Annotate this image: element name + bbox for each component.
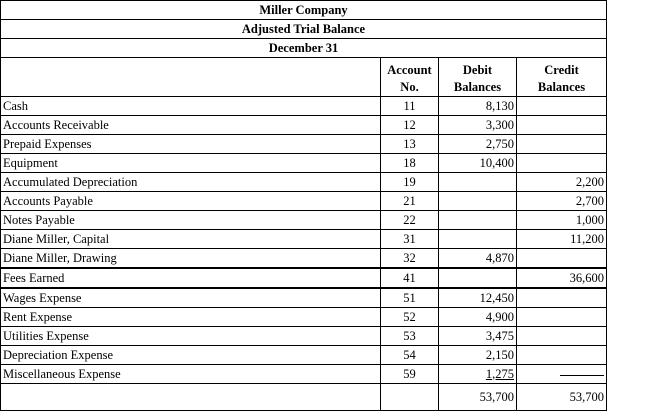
- credit-balance: [517, 365, 607, 384]
- table-row: [1, 288, 607, 308]
- debit-balance: 12,450: [439, 288, 517, 308]
- debit-balance: 8,130: [439, 97, 517, 116]
- account-no-header: [381, 58, 439, 97]
- table-row: [1, 135, 607, 154]
- table-row: [1, 346, 607, 365]
- company-name: Miller Company: [1, 1, 607, 20]
- account-name: Rent Expense: [1, 308, 381, 327]
- table-row: [1, 268, 607, 288]
- table-row: [1, 211, 607, 230]
- credit-balance: [517, 97, 607, 116]
- account-name: Diane Miller, Drawing: [1, 249, 381, 269]
- account-number: 53: [381, 327, 439, 346]
- account-name: Diane Miller, Capital: [1, 230, 381, 249]
- credit-balance: [517, 308, 607, 327]
- account-number: 11: [381, 97, 439, 116]
- account-name: Miscellaneous Expense: [1, 365, 381, 384]
- table-row: [1, 154, 607, 173]
- table-row: [1, 327, 607, 346]
- account-name: Fees Earned: [1, 268, 381, 288]
- account-name: Accounts Payable: [1, 192, 381, 211]
- account-name: Equipment: [1, 154, 381, 173]
- debit-balance: [439, 365, 517, 384]
- account-name-header: [1, 58, 381, 97]
- account-number: 22: [381, 211, 439, 230]
- statement-title: Adjusted Trial Balance: [1, 20, 607, 39]
- table-row: [1, 230, 607, 249]
- account-name: Cash: [1, 97, 381, 116]
- debit-balance: 4,870: [439, 249, 517, 269]
- debit-balance: 4,900: [439, 308, 517, 327]
- credit-balance: [517, 327, 607, 346]
- statement-date: December 31: [1, 39, 607, 58]
- account-name: Notes Payable: [1, 211, 381, 230]
- debit-header: [439, 58, 517, 97]
- debit-balance: [439, 268, 517, 288]
- account-name: Accumulated Depreciation: [1, 173, 381, 192]
- credit-balance: 2,700: [517, 192, 607, 211]
- credit-balance: 1,000: [517, 211, 607, 230]
- credit-balance: [517, 135, 607, 154]
- account-name: Depreciation Expense: [1, 346, 381, 365]
- table-row: [1, 116, 607, 135]
- debit-header-line1: Debit: [462, 63, 493, 77]
- account-name: Prepaid Expenses: [1, 135, 381, 154]
- account-number: 32: [381, 249, 439, 269]
- debit-balance: 10,400: [439, 154, 517, 173]
- table-row: [1, 249, 607, 269]
- account-number: 41: [381, 268, 439, 288]
- debit-balance: [439, 173, 517, 192]
- credit-balance: 11,200: [517, 230, 607, 249]
- account-number: 31: [381, 230, 439, 249]
- account-no-header-line1: Account: [387, 63, 432, 77]
- table-row: [1, 308, 607, 327]
- credit-balance: [517, 154, 607, 173]
- account-number: 59: [381, 365, 439, 384]
- credit-header-line2: Balances: [537, 80, 586, 94]
- table-row: [1, 173, 607, 192]
- debit-balance: 2,150: [439, 346, 517, 365]
- account-number: 18: [381, 154, 439, 173]
- credit-balance: [517, 288, 607, 308]
- credit-balance: [517, 249, 607, 269]
- account-number: 12: [381, 116, 439, 135]
- credit-total: 53,700: [517, 384, 607, 411]
- debit-balance: [439, 192, 517, 211]
- credit-balance: [517, 346, 607, 365]
- credit-header: [517, 58, 607, 97]
- account-name: Wages Expense: [1, 288, 381, 308]
- account-number: 54: [381, 346, 439, 365]
- totals-account-cell: [381, 384, 439, 411]
- account-name: Accounts Receivable: [1, 116, 381, 135]
- credit-balance: 2,200: [517, 173, 607, 192]
- debit-balance: [439, 230, 517, 249]
- account-number: 51: [381, 288, 439, 308]
- account-number: 21: [381, 192, 439, 211]
- debit-balance-underlined: 1,275: [485, 366, 514, 381]
- table-row: [1, 97, 607, 116]
- credit-header-line1: Credit: [544, 63, 579, 77]
- totals-label-cell: [1, 384, 381, 411]
- credit-underline-rule: [560, 366, 604, 376]
- account-no-header-line2: No.: [400, 80, 419, 94]
- account-number: 19: [381, 173, 439, 192]
- table-row: [1, 365, 607, 384]
- totals-row: [1, 384, 607, 411]
- credit-balance: [517, 116, 607, 135]
- debit-total: 53,700: [439, 384, 517, 411]
- table-row: [1, 192, 607, 211]
- debit-balance: 3,475: [439, 327, 517, 346]
- account-number: 13: [381, 135, 439, 154]
- debit-balance: 3,300: [439, 116, 517, 135]
- account-number: 52: [381, 308, 439, 327]
- credit-balance: 36,600: [517, 268, 607, 288]
- account-name: Utilities Expense: [1, 327, 381, 346]
- debit-header-line2: Balances: [453, 80, 502, 94]
- debit-balance: [439, 211, 517, 230]
- debit-balance: 2,750: [439, 135, 517, 154]
